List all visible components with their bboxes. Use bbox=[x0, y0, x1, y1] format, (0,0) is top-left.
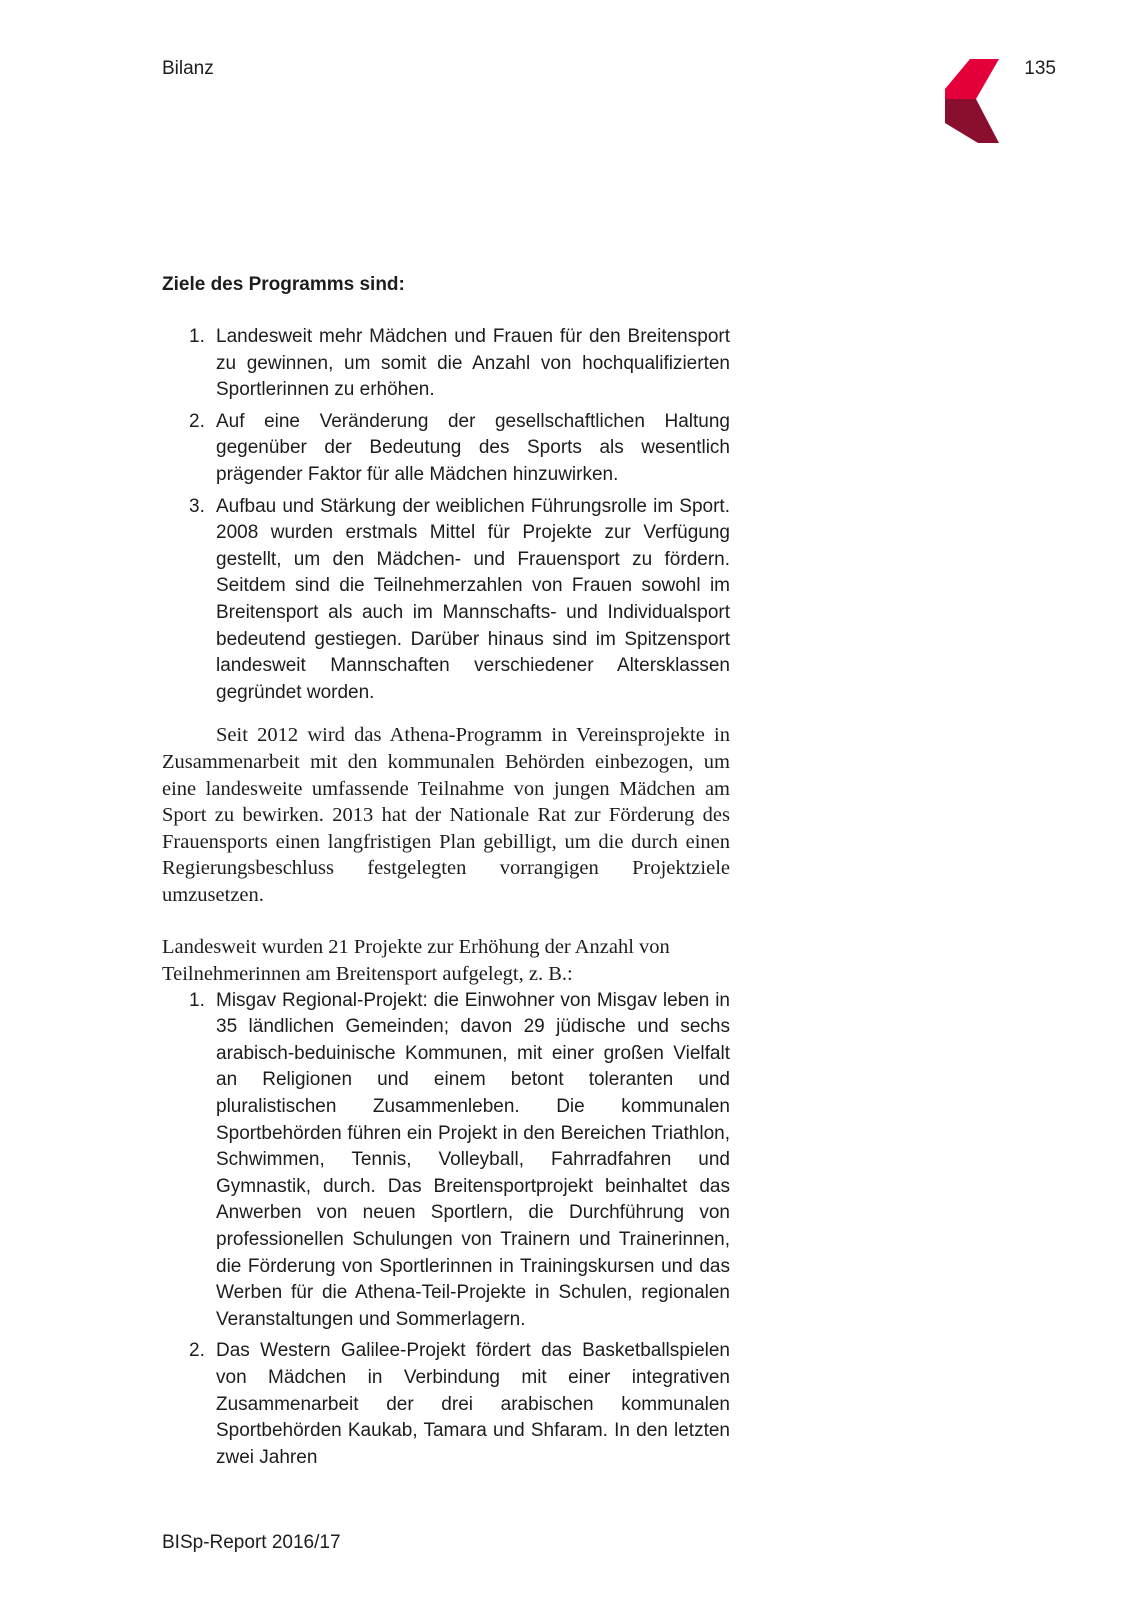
goals-list bbox=[162, 324, 730, 706]
page-number: 135 bbox=[1024, 58, 1056, 79]
list-number: 3. bbox=[189, 495, 205, 517]
body-paragraph: Seit 2012 wird das Athena-Programm in Vereinsprojekte in Zusammenarbeit mit den kommunalen Behörden einbezogen, um eine landesweite umfassende Teilnahme von jungen Mädchen am Sport zu bewirken. 2013 hat der Nationale Rat zur Förderung des Frauensports einen langfristigen Plan gebilligt, um die durch einen Regierungsbeschluss festgelegten vorrangigen Projektziele umzusetzen. bbox=[162, 724, 730, 906]
footer-text: BISp-Report 2016/17 bbox=[162, 1532, 341, 1553]
list-item-text: Misgav Regional-Projekt: die Einwohner von Misgav leben in 35 ländlichen Gemeinden; davon 29 jüdische und sechs arabisch-beduinische Kommunen, mit einer großen Vielfalt an Religionen und einem betont toleranten und pluralistischen Zusammenleben. Die kommunalen Sportbehörden führen ein Projekt in den Bereichen Triathlon, Schwimmen, Tennis, Volleyball, Fahrradfahren und Gymnastik, durch. Das Breitensportprojekt beinhaltet das Anwerben von neuen Sportlern, die Durchführung von professionellen Schulungen von Trainern und Trainerinnen, die Förderung von Sportlerinnen in Trainingskursen und das Werben für die Athena-Teil-Projekte in Schulen, regionalen Veranstaltungen und Sommerlagern. bbox=[216, 989, 730, 1330]
list-item-text: Auf eine Veränderung der gesellschaftlichen Haltung gegenüber der Bedeutung des Sports als wesentlich prägender Faktor für alle Mädchen hinzuwirken. bbox=[216, 410, 730, 485]
section-heading: Ziele des Programms sind: bbox=[162, 274, 405, 295]
running-title: Bilanz bbox=[162, 58, 214, 79]
intro-paragraph: Landesweit wurden 21 Projekte zur Erhöhung der Anzahl von Teilnehmerinnen am Breitensport aufgelegt, z. B.: bbox=[162, 936, 670, 986]
projects-list bbox=[162, 988, 730, 1472]
list-number: 2. bbox=[189, 1340, 205, 1362]
list-item bbox=[189, 1338, 730, 1471]
list-item-text: Landesweit mehr Mädchen und Frauen für den Breitensport zu gewinnen, um somit die Anzahl von hochqualifizierten Sportlerinnen zu erhöhen. bbox=[216, 326, 730, 401]
list-item-text: Aufbau und Stärkung der weiblichen Führungsrolle im Sport. 2008 wurden erstmals Mittel für Projekte zur Verfügung gestellt, um den Mädchen- und Frauensport zu fördern. Seitdem sind die Teilnehmerzahlen von Frauen sowohl im Breitensport als auch im Mannschafts- und Individualsport bedeutend gestiegen. Darüber hinaus sind im Spitzensport landesweit Mannschaften verschiedener Altersklassen gegründet worden. bbox=[216, 495, 730, 703]
list-item bbox=[189, 494, 730, 707]
list-number: 1. bbox=[189, 989, 205, 1011]
list-item bbox=[189, 409, 730, 489]
logo-upper-shape bbox=[945, 59, 999, 99]
list-item bbox=[189, 988, 730, 1334]
list-number: 2. bbox=[189, 410, 205, 432]
list-number: 1. bbox=[189, 326, 205, 347]
logo-lower-shape bbox=[945, 99, 999, 143]
chevron-logo-icon bbox=[945, 59, 999, 143]
list-item-text: Das Western Galilee-Projekt fördert das Basketballspielen von Mädchen in Verbindung mit einer integrativen Zusammenarbeit der drei arabischen kommunalen Sportbehörden Kaukab, Tamara und Shfaram. In den letzten zwei Jahren bbox=[216, 1340, 730, 1468]
main-content bbox=[162, 274, 730, 1476]
list-item bbox=[189, 324, 730, 404]
